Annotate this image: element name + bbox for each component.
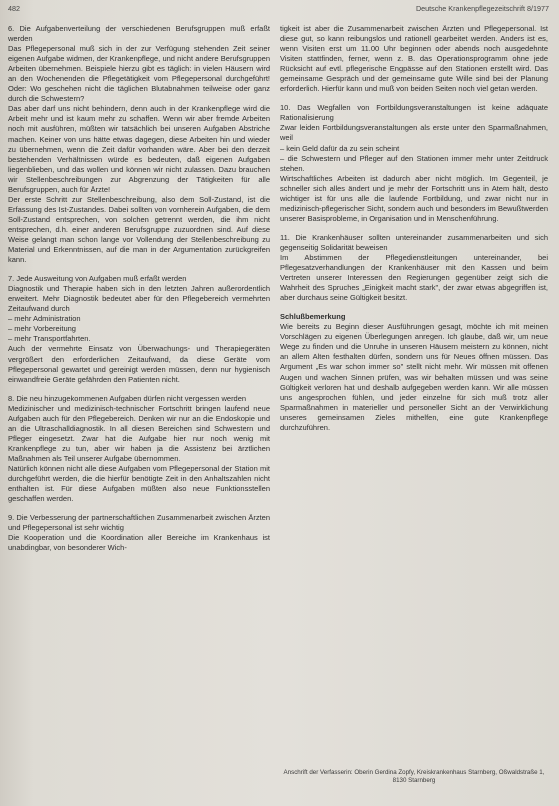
list-item: – die Schwestern und Pfleger auf den Stationen immer mehr unter Zeitdruck stehen. (280, 153, 548, 173)
section-9-paragraph-1: Die Kooperation und die Koordination aller Bereiche im Krankenhaus ist unabdingbar, von besonderer Wich- (8, 533, 270, 553)
section-10-paragraph-2: Wirtschaftliches Arbeiten ist dadurch aber nicht möglich. Im Gegenteil, je schneller sich alles ändert und je mehr der Fortschritt uns in Atem hält, desto wichtiger ist für uns alle die laufende Fortbildung, und zwar nicht nur in medizinisch-pflegerischer Sicht, sondern auch und besonders im Bewußtwerden unserer Basisprobleme, in Organisation und in Menschenführung. (280, 173, 548, 223)
section-6-paragraph-3: Der erste Schritt zur Stellenbeschreibung, also dem Soll-Zustand, ist die Erfassung des Ist-Zustandes. Dabei sollten von vornherein Aufgaben, die dem Soll-Zustand entsprechen, von solchen getrennt werden, die ihm nicht entsprechen, d.h. einer anderen Berufsgruppe zuzuordnen sind. Auf diese Weise gelangt man schon lange vor Vollendung der Stellenbeschreibung zu Material und Erkenntnissen, auf die man in der Argumentation zurückgreifen kann. (8, 194, 270, 265)
section-6-paragraph-1: Das Pflegepersonal muß sich in der zur Verfügung stehenden Zeit seiner eigenen Aufgabe widmen, der Krankenpflege, und nicht andere Berufsgruppen Arbeiten übernehmen. Beispiele hierzu gibt es täglich: in vielen Häusern wird an den Wochenenden die Pflegetätigkeit vom Pflegepersonal durchgeführt! Oder: Wo geschehen nicht die täglichen Blutabnahmen teilweise oder ganz durch die Schwestern? (8, 44, 270, 104)
page-header (8, 4, 549, 16)
section-9-continued: tigkeit ist aber die Zusammenarbeit zwischen Ärzten und Pflegepersonal. Ist diese gut, so kann reibungslos und rationell gearbeitet werden. Anders ist es, wenn Visiten erst um 11.00 Uhr beginnen oder abends noch ausgedehnte Visiten stattfinden, ferner, wenn z. B. das Operationsprogramm ohne jede Rücksicht auf evtl. pflegerische Engpässe auf den Stationen erstellt wird. Das gemeinsame Gespräch und der gemeinsame gute Wille sind bei der Planung erforderlich. Hierfür kann und muß von beiden Seiten noch viel getan werden. (280, 24, 548, 94)
conclusion-paragraph: Wie bereits zu Beginn dieser Ausführungen gesagt, möchte ich mit meinen Vorschlägen zu eigenen Überlegungen anregen. Ich glaube, daß wir, um neue Wege zu finden und die Unruhe in unseren Häusern meistern zu können, nicht an allem Alten festhalten dürfen, sondern uns für Neues öffnen müssen. Das Argument „Es war schon immer so" stellt nicht mehr. Wir müssen mit offenen Augen und wachen Sinnen prüfen, was wir behalten müssen und was seine Gültigkeit verloren hat und deshalb aufgegeben werden kann. Wir alle müssen uns angesprochen fühlen, und jeder einzelne für sich muß trotz aller Sparmaßnahmen in materieller und personeller Sicht an der Verwirklichung unseres gemeinsamen Zieles mithelfen, eine gute Krankenpflege durchzuführen. (280, 322, 548, 432)
section-6-heading: 6. Die Aufgabenverteilung der verschiedenen Berufsgruppen muß erfaßt werden (8, 24, 270, 44)
section-10-paragraph-1: Zwar leiden Fortbildungsveranstaltungen als erste unter den Sparmaßnahmen, weil (280, 123, 548, 143)
section-8-paragraph-2: Natürlich können nicht alle diese Aufgaben vom Pflegepersonal der Station mit durchgeführt werden, die die hierfür benötigte Zeit in den Anhaltszahlen nicht enthalten ist. Für diese Aufgaben müßten also neue Funktionsstellen geschaffen werden. (8, 463, 270, 504)
list-item: – mehr Vorbereitung (8, 324, 76, 334)
section-11-heading: 11. Die Krankenhäuser sollten untereinander zusammenarbeiten und sich gegenseitig Solidarität beweisen (280, 232, 548, 252)
section-9-heading: 9. Die Verbesserung der partnerschaftlichen Zusammenarbeit zwischen Ärzten und Pflegepersonal ist sehr wichtig (8, 513, 270, 533)
list-item: – mehr Transportfahrten. (8, 334, 91, 344)
section-10-heading: 10. Das Wegfallen von Fortbildungsveranstaltungen ist keine adäquate Rationalisierung (280, 103, 548, 123)
section-8-heading: 8. Die neu hinzugekommenen Aufgaben dürfen nicht vergessen werden (8, 393, 247, 403)
conclusion-heading: Schlußbemerkung (280, 312, 346, 322)
section-11-paragraph-1: Im Abstimmen der Pflegedienstleitungen untereinander, bei Pflegesatzverhandlungen der Krankenhäuser mit den Kassen und beim Vertreten unserer Interessen den Regierungen gegenüber zeigt sich die Wahrheit des Spruches „Einigkeit macht stark", der zwar etwas abgegriffen ist, aber durchaus seine Gültigkeit besitzt. (280, 252, 548, 303)
left-column (8, 24, 270, 553)
right-column (280, 24, 548, 433)
section-7-paragraph-2: Auch der vermehrte Einsatz von Überwachungs- und Therapiegeräten vergrößert den erforderlichen Zeitaufwand, da diese Geräte vom Pflegepersonal gewartet und gereinigt werden müssen, denn nur hygienisch einwandfreie Geräte gefährden den Patienten nicht. (8, 344, 270, 384)
section-6-paragraph-2: Das aber darf uns nicht behindern, denn auch in der Krankenpflege wird die Arbeit mehr und ist kaum mehr zu schaffen. Wenn wir aber fremde Arbeiten noch mit ausführen, müßten wir tatsächlich bei unseren Aufgaben Abstriche machen. Keiner von uns hätte etwas dagegen, diese Arbeiten hin und wieder zu übernehmen, wenn die Zeit dafür vorhanden wäre. Aber bei den derzeit bestehenden Verhältnissen würde es bedeuten, daß eigenen Aufgaben liegenblieben, und das wollen und können wir nicht zulassen. Dazu brauchen wir Stellenbeschreibungen zur Abgrenzung der Tätigkeiten für alle Berufsgruppen, auch für Ärzte! (8, 104, 270, 194)
section-7-paragraph-1: Diagnostik und Therapie haben sich in den letzten Jahren außerordentlich erweitert. Mehr Diagnostik bedeutet aber für den Pflegebereich vermehrten Zeitaufwand durch (8, 284, 270, 314)
page-number: 482 (8, 4, 20, 13)
list-item: – mehr Administration (8, 314, 81, 324)
author-address-footnote: Anschrift der Verfasserin: Oberin Gerdina Zopfy, Kreiskrankenhaus Starnberg, Oßwaldstraße 1, 8130 Starnberg (283, 769, 545, 784)
section-8-paragraph-1: Medizinischer und medizinisch-technischer Fortschritt bringen laufend neue Aufgaben auch für den Pflegebereich. Denken wir nur an die Endoskopie und an die Ultraschalldiagnostik. In all diesen Bereichen sind Schwestern und Pfleger eingesetzt. Zwar hat die Aufgabe hier nur noch wenig mit Krankenpflege zu tun, aber wir haben ja die Assistenz bei ärztlichen Maßnahmen als Teil unserer Aufgabe übernommen. (8, 403, 270, 463)
journal-title: Deutsche Krankenpflegezeitschrift 8/1977 (415, 4, 549, 13)
section-7-heading: 7. Jede Ausweitung von Aufgaben muß erfaßt werden (8, 274, 187, 284)
list-item: – kein Geld dafür da zu sein scheint (280, 143, 400, 153)
